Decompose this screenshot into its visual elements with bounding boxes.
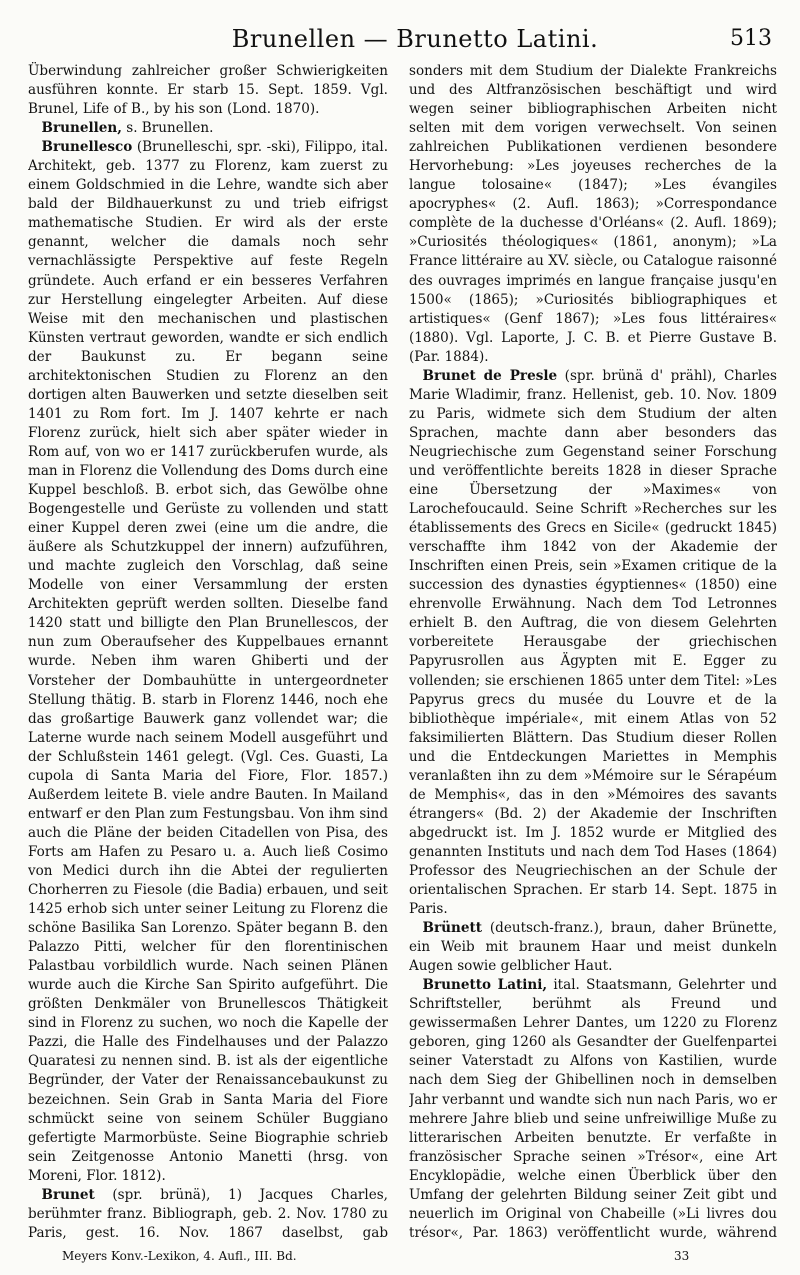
- left-column: [28, 62, 388, 1242]
- entry-text: (Brunelleschi, spr. -ski), Filippo, ital. Architekt, geb. 1377 zu Florenz, kam zuerst zu einem Goldschmied in die Lehre, wandte sich aber bald der Bildhauerkunst zu und trieb eifrigst mathematische Studien. Er wird als der erste genannt, welcher die damals noch sehr vernachlässigte Perspektive auf feste Regeln gründete. Auch erfand er ein besseres Verfahren zur Herstellung eingelegter Arbeiten. Auf diese Weise mit den mechanischen und plastischen Künsten vertraut geworden, wandte er sich endlich der Baukunst zu. Er begann seine architektonischen Studien zu Florenz an den dortigen alten Bauwerken und setzte dieselben seit 1401 zu Rom fort. Im J. 1407 kehrte er nach Florenz zurück, hielt sich aber später wieder in Rom auf, von wo er 1417 zurückberufen wurde, als man in Florenz die Vollendung des Doms durch eine Kuppel beschloß. B. erbot sich, das Gewölbe ohne Bogengestelle und Gerüste zu vollenden und statt einer Kuppel deren zwei (eine um die andre, die äußere als Schutzkuppel der innern) aufzuführen, und machte zugleich den Vorschlag, daß seine Modelle von einer Versammlung der ersten Architekten geprüft werden sollten. Dieselbe fand 1420 statt und billigte den Plan Brunellescos, der nun zum Oberaufseher des Kuppelbaues ernannt wurde. Neben ihm waren Ghiberti und der Vorsteher der Dombauhütte in untergeordneter Stellung thätig. B. starb in Florenz 1446, noch ehe das großartige Bauwerk ganz vollendet war; die Laterne wurde nach seinem Modell ausgeführt und der Schlußstein 1461 gelegt. (Vgl. Ces. Guasti, La cupola di Santa Maria del Fiore, Flor. 1857.) Außerdem leitete B. viele andre Bauten. In Mailand entwarf er den Plan zum Festungsbau. Von ihm sind auch die Pläne der beiden Citadellen von Pisa, des Forts am Hafen zu Pesaro u. a. Auch ließ Cosimo von Medici durch ihn die Abtei der regulierten Chorherren zu Fiesole (die Badia) erbauen, und seit 1425 erhob sich unter seiner Leitung zu Florenz die schöne Basilika San Lorenzo. Später begann B. den Palazzo Pitti, welcher für den florentinischen Palastbau vorbildlich wurde. Nach seinen Plänen wurde auch die Kirche San Spirito aufgeführt. Die größten Denkmäler von Brunellescos Thätigkeit sind in Florenz zu suchen, wo noch die Kapelle der Pazzi, die Halle des Findelhauses und der Palazzo Quaratesi zu nennen sind. B. ist als der eigentliche Begründer, der Vater der Renaissancebaukunst zu bezeichnen. Sein Grab in Santa Maria del Fiore schmückt seine von seinem Schüler Buggiano gefertigte Marmorbüste. Seine Biographie schrieb sein Zeitgenosse Antonio Manetti (hrsg. von Moreni, Flor. 1812).: [28, 139, 388, 1184]
- entry-brunellen: [28, 119, 388, 138]
- paragraph-continuation: Überwindung zahlreicher großer Schwierigkeiten ausführen konnte. Er starb 15. Sept. 1859. Vgl. Brunel, Life of B., by his son (Lond. 1870).: [28, 63, 388, 118]
- entry-bruenett: [409, 919, 777, 976]
- entry-text: (spr. brünä d' prähl), Charles Marie Wladimir, franz. Hellenist, geb. 10. Nov. 1809 zu Paris, widmete sich dem Studium der alten Sprachen, machte dann aber besonders das Neugriechische zum Gegenstand seiner Forschung und veröffentlichte bereits 1828 in dieser Sprache eine Übersetzung der »Maximes« von Larochefoucauld. Seine Schrift »Recherches sur les établissements des Grecs en Sicile« (gedruckt 1845) verschaffte ihm 1842 von der Akademie der Inschriften einen Preis, sein »Examen critique de la succession des dynasties égyptiennes« (1850) eine ehrenvolle Erwähnung. Nach dem Tod Letronnes erhielt B. den Auftrag, die von diesem Gelehrten vorbereitete Herausgabe der griechischen Papyrusrollen aus Ägypten mit E. Egger zu vollenden; sie erschienen 1865 unter dem Titel: »Les Papyrus grecs du musée du Louvre et de la bibliothèque impériale«, mit einem Atlas von 52 faksimilierten Blättern. Das Studium dieser Rollen und die Entdeckungen Mariettes in Memphis veranlaßten ihn zu dem »Mémoire sur le Sérapéum de Memphis«, das in den »Mémoires des savants étrangers« (Bd. 2) der Akademie der Inschriften abgedruckt ist. Im J. 1852 wurde er Mitglied des genannten Instituts und nach dem Tod Hases (1864) Professor des Neugriechischen an der Schule der orientalischen Sprachen. Er starb 14. Sept. 1875 in Paris.: [409, 367, 777, 918]
- page-number: 513: [730, 26, 772, 51]
- entry-text: ital. Staatsmann, Gelehrter und Schriftsteller, berühmt als Freund und gewissermaßen Lehrer Dantes, um 1220 zu Florenz geboren, ging 1260 als Gesandter der Guelfenpartei seiner Vaterstadt zu Alfons von Kastilien, wurde nach dem Sieg der Ghibellinen noch in demselben Jahr verbannt und wandte sich nun nach Paris, wo er mehrere Jahre blieb und seine unfreiwillige Muße zu litterarischen Arbeiten benutzte. Er verfaßte in französischer Sprache seinen »Trésor«, eine Art Encyklopädie, welche einen Überblick über den Umfang der gelehrten Bildung seiner Zeit gibt und neuerlich im Original von Chabeille (»Li livres dou trésor«, Par. 1863) veröffentlicht wurde, während: [409, 977, 777, 1241]
- entry-brunet: [28, 1186, 388, 1242]
- entry-text: s. Brunellen.: [121, 120, 214, 137]
- headword: Brunetto Latini,: [422, 977, 548, 994]
- entry-text: (spr. brünä), 1) Jacques Charles, berühmter franz. Bibliograph, geb. 2. Nov. 1780 zu Paris, gest. 16. Nov. 1867 daselbst, gab: [28, 1186, 388, 1241]
- page-title: Brunellen — Brunetto Latini.: [231, 25, 599, 53]
- headword: Brünett: [422, 920, 482, 937]
- footer: [62, 1246, 772, 1266]
- entry-brunetto-latini: [409, 976, 777, 1242]
- headword: Brunellen,: [41, 120, 122, 137]
- entry-text: (deutsch-franz.), braun, daher Brünette, ein Weib mit braunem Haar und meist dunkeln Augen sowie gelblicher Haut.: [409, 920, 777, 975]
- right-column: [409, 62, 777, 1242]
- paragraph-continuation: sonders mit dem Studium der Dialekte Frankreichs und des Altfranzösischen beschäftigt und wird wegen seiner bibliographischen Arbeiten nicht selten mit dem vorigen verwechselt. Von seinen zahlreichen Publikationen verdienen besondere Hervorhebung: »Les joyeuses recherches de la langue tolosaine« (1847); »Les évangiles apocryphes« (2. Aufl. 1863); »Correspondance complète de la duchesse d'Orléans« (2. Aufl. 1869); »Curiosités théologiques« (1861, anonym); »La France littéraire au XV. siècle, ou Catalogue raisonné des ouvrages imprimés en langue française jusqu'en 1500« (1865); »Curiosités bibliographiques et artistiques« (Genf 1867); »Les fous littéraires« (1880). Vgl. Laporte, J. C. B. et Pierre Gustave B. (Par. 1884).: [409, 63, 777, 365]
- footer-signature: 33: [674, 1249, 690, 1263]
- entry-brunellesco: [28, 138, 388, 1186]
- headword: Brunet: [41, 1186, 95, 1203]
- footer-source: Meyers Konv.-Lexikon, 4. Aufl., III. Bd.: [62, 1249, 297, 1263]
- running-head: [58, 22, 772, 56]
- headword: Brunellesco: [41, 139, 133, 156]
- headword: Brunet de Presle: [422, 367, 558, 384]
- entry-brunet-de-presle: [409, 367, 777, 919]
